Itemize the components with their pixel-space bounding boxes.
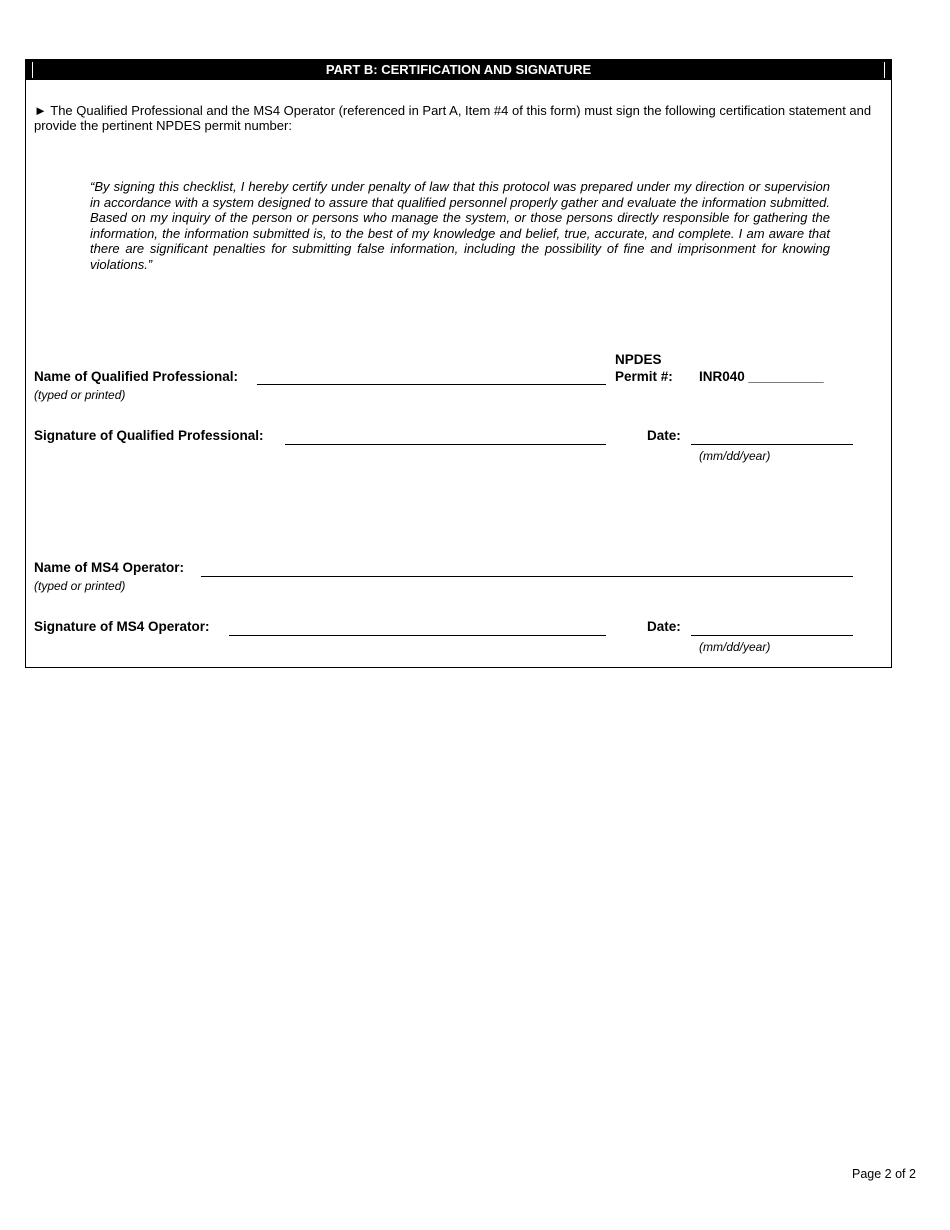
ms4-date-label: Date: <box>647 619 681 634</box>
ms4-signature-label: Signature of MS4 Operator: <box>34 619 210 634</box>
qp-signature-label: Signature of Qualified Professional: <box>34 428 264 443</box>
qp-date-field[interactable] <box>691 444 853 445</box>
ms4-date-hint: (mm/dd/year) <box>699 640 771 654</box>
certification-statement: “By signing this checklist, I hereby certify under penalty of law that this protocol was prepared under my direction or supervision in accordance with a system designed to assure that qualified personnel properly gather and evaluate the information submitted. Based on my inquiry of the person or persons who manage the system, or those persons directly responsible for gathering the information, the information submitted is, to the best of my knowledge and belief, true, accurate, and complete. I am aware that there are significant penalties for submitting false information, including the possibility of fine and imprisonment for knowing violations.” <box>90 179 830 272</box>
ms4-name-label: Name of MS4 Operator: <box>34 560 185 575</box>
qp-signature-field[interactable] <box>285 444 606 445</box>
ms4-name-hint: (typed or printed) <box>34 579 126 593</box>
qp-date-label: Date: <box>647 428 681 443</box>
page-number: Page 2 of 2 <box>852 1167 916 1181</box>
instruction-paragraph <box>34 103 889 133</box>
part-b-title: PART B: CERTIFICATION AND SIGNATURE <box>325 62 592 77</box>
header-frame <box>32 62 885 78</box>
ms4-name-field[interactable] <box>201 576 853 577</box>
ms4-date-field[interactable] <box>691 635 853 636</box>
qp-name-label: Name of Qualified Professional: <box>34 369 239 384</box>
arrow-bullet-icon: ► <box>34 103 47 118</box>
npdes-prefix: INR040 <box>699 369 745 384</box>
qp-name-hint: (typed or printed) <box>34 388 126 402</box>
qp-name-field[interactable] <box>257 384 606 385</box>
part-b-header <box>26 60 891 80</box>
qp-date-hint: (mm/dd/year) <box>699 449 771 463</box>
npdes-label-line1: NPDES <box>615 352 662 367</box>
npdes-permit-field[interactable] <box>699 369 824 384</box>
instruction-text: The Qualified Professional and the MS4 Operator (referenced in Part A, Item #4 of this form) must sign the following certification statement and provide the pertinent NPDES permit number: <box>34 103 872 133</box>
npdes-blank: __________ <box>748 369 824 384</box>
certification-form <box>25 59 892 668</box>
ms4-signature-field[interactable] <box>229 635 606 636</box>
npdes-label-line2: Permit #: <box>615 369 673 384</box>
